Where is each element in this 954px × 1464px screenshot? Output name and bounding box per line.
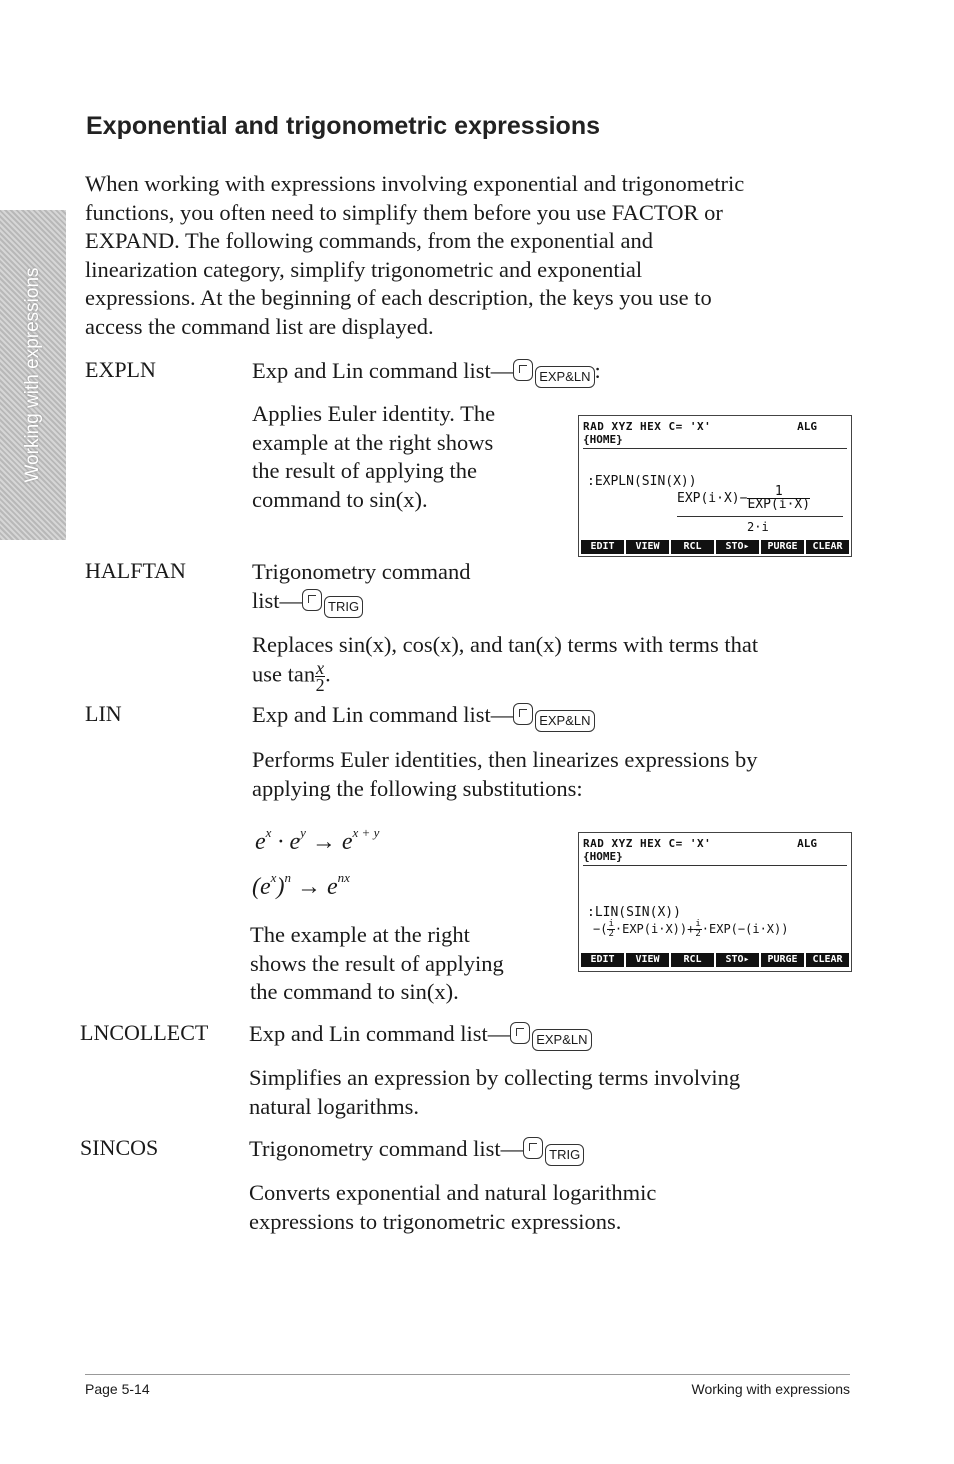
calc-result-num: 1 bbox=[747, 486, 810, 499]
sub1-dot: · bbox=[277, 829, 284, 855]
sincos-list-text: Trigonometry command list— bbox=[249, 1136, 524, 1161]
softkey-purge[interactable]: PURGE bbox=[761, 540, 804, 554]
chapter-side-tab bbox=[0, 210, 66, 540]
lncollect-desc-line: natural logarithms. bbox=[249, 1093, 419, 1119]
calculator-screen-lin bbox=[578, 832, 852, 972]
calc-half-fraction-2 bbox=[694, 920, 701, 939]
exp-ln-key: EXP&LN bbox=[535, 366, 594, 388]
softkey-clear[interactable]: CLEAR bbox=[806, 540, 849, 554]
calc-half-fraction bbox=[607, 920, 614, 939]
lin-command-list bbox=[252, 701, 595, 732]
half-x-num: x bbox=[316, 657, 325, 678]
half-x-den: 2 bbox=[315, 674, 325, 695]
calc-result-fraction bbox=[747, 486, 810, 511]
calc-header-rule bbox=[583, 448, 847, 449]
calc-input-line: :EXPLN(SIN(X)) bbox=[587, 474, 697, 489]
calculator-screen-expln bbox=[578, 415, 852, 557]
calc-result-line bbox=[593, 920, 788, 939]
footer-rule bbox=[85, 1374, 850, 1375]
intro-line: EXPAND. The following commands, from the exponential and bbox=[85, 228, 654, 253]
sub2-exp-n: n bbox=[284, 870, 291, 885]
sub1-exp-b: y bbox=[300, 825, 306, 840]
softkey-edit[interactable]: EDIT bbox=[581, 953, 624, 967]
halftan-desc-suffix: . bbox=[325, 661, 331, 687]
calc-softkey-menu bbox=[581, 953, 849, 967]
sincos-command-list bbox=[249, 1135, 584, 1166]
softkey-rcl[interactable]: RCL bbox=[671, 540, 714, 554]
lin-example-text bbox=[250, 921, 504, 1007]
sub2-exp-nx: nx bbox=[337, 870, 350, 885]
trig-key: TRIG bbox=[545, 1144, 584, 1166]
sub1-arrow: → bbox=[311, 829, 336, 855]
calc-result-prefix: EXP(i·X)− bbox=[677, 491, 748, 506]
chapter-side-tab-label: Working with expressions bbox=[22, 267, 43, 483]
footer-section-title: Working with expressions bbox=[691, 1381, 850, 1397]
lin-example-line: the command to sin(x). bbox=[250, 979, 459, 1004]
calc-half-den: 2 bbox=[608, 929, 614, 939]
sub1-base-b: e bbox=[289, 829, 301, 855]
trig-key: TRIG bbox=[324, 596, 363, 618]
lncollect-desc-line: Simplifies an expression by collecting terms involving bbox=[249, 1065, 741, 1090]
intro-paragraph bbox=[85, 170, 855, 341]
calc-half-num: i bbox=[608, 919, 614, 929]
softkey-edit[interactable]: EDIT bbox=[581, 540, 624, 554]
calc-status-line: RAD XYZ HEX C= 'X' bbox=[583, 420, 712, 433]
softkey-clear[interactable]: CLEAR bbox=[806, 953, 849, 967]
expln-command-list bbox=[252, 357, 601, 388]
calc-softkey-menu bbox=[581, 540, 849, 554]
expln-description bbox=[252, 400, 495, 514]
exp-ln-key: EXP&LN bbox=[535, 710, 594, 732]
calc-half-num-2: i bbox=[695, 919, 701, 929]
calc-result-line bbox=[677, 486, 810, 511]
intro-line: linearization category, simplify trigonometric and exponential bbox=[85, 256, 643, 282]
expln-desc-line: Applies Euler identity. The bbox=[252, 401, 496, 426]
calc-mode: ALG bbox=[797, 837, 817, 850]
term-expln: EXPLN bbox=[85, 357, 156, 382]
calc-result-part-c: ·EXP(−(i·X)) bbox=[701, 922, 789, 936]
calc-fraction-bar bbox=[677, 516, 843, 517]
lin-example-line: The example at the right bbox=[250, 922, 470, 947]
calc-result-part-a: −( bbox=[593, 922, 608, 936]
lncollect-list-text: Exp and Lin command list— bbox=[249, 1021, 511, 1046]
term-lncollect: LNCOLLECT bbox=[80, 1020, 209, 1045]
expln-list-text: Exp and Lin command list— bbox=[252, 358, 514, 383]
page-number: Page 5-14 bbox=[85, 1381, 150, 1397]
halftan-description bbox=[252, 631, 758, 693]
sub2-arrow: → bbox=[296, 874, 321, 900]
calc-result-part-b: ·EXP(i·X))+ bbox=[614, 922, 695, 936]
term-lin: LIN bbox=[85, 701, 122, 726]
halftan-list-line1: Trigonometry command bbox=[252, 559, 471, 584]
right-shift-key-icon bbox=[302, 589, 322, 611]
softkey-rcl[interactable]: RCL bbox=[671, 953, 714, 967]
calc-mode: ALG bbox=[797, 420, 817, 433]
calc-result-den: EXP(i·X) bbox=[747, 497, 811, 512]
half-x-fraction bbox=[315, 657, 325, 695]
softkey-sto[interactable]: STO▸ bbox=[716, 953, 759, 967]
expln-list-suffix: : bbox=[594, 358, 601, 383]
lin-description bbox=[252, 746, 758, 803]
intro-line: expressions. At the beginning of each description, the keys you use to bbox=[85, 285, 712, 310]
softkey-view[interactable]: VIEW bbox=[626, 540, 669, 554]
halftan-command-list bbox=[252, 558, 471, 618]
lin-desc-line: applying the following substitutions: bbox=[252, 775, 583, 801]
sub2-rparen: ) bbox=[276, 874, 285, 900]
softkey-view[interactable]: VIEW bbox=[626, 953, 669, 967]
intro-line: access the command list are displayed. bbox=[85, 313, 434, 339]
calc-status-line: RAD XYZ HEX C= 'X' bbox=[583, 837, 712, 850]
sincos-description bbox=[249, 1179, 656, 1236]
lin-example-line: shows the result of applying bbox=[250, 950, 504, 976]
left-shift-key-icon bbox=[513, 359, 533, 381]
calc-result-denominator: 2·i bbox=[747, 520, 769, 534]
left-shift-key-icon bbox=[510, 1022, 530, 1044]
sub1-base-c: e bbox=[341, 829, 353, 855]
term-halftan: HALFTAN bbox=[85, 558, 186, 583]
sub2-exp-x: x bbox=[270, 870, 277, 885]
lncollect-command-list bbox=[249, 1020, 592, 1051]
sincos-desc-line: Converts exponential and natural logarithmic bbox=[249, 1180, 657, 1205]
expln-desc-line: command to sin(x). bbox=[252, 486, 428, 512]
sub1-exp-c: x + y bbox=[352, 825, 380, 840]
calc-half-den-2: 2 bbox=[695, 929, 701, 939]
calc-input-line: :LIN(SIN(X)) bbox=[587, 905, 681, 920]
calc-directory: {HOME} bbox=[583, 433, 623, 446]
halftan-list-line2: list— bbox=[252, 587, 303, 613]
left-shift-key-icon bbox=[513, 703, 533, 725]
exp-ln-key: EXP&LN bbox=[532, 1029, 591, 1051]
expln-desc-line: the result of applying the bbox=[252, 458, 477, 483]
sincos-desc-line: expressions to trigonometric expressions. bbox=[249, 1208, 622, 1234]
sub2-rhs: e bbox=[326, 874, 338, 900]
right-shift-key-icon bbox=[523, 1137, 543, 1159]
section-heading: Exponential and trigonometric expressions bbox=[86, 112, 601, 140]
intro-line: When working with expressions involving exponential and trigonometric bbox=[85, 171, 745, 196]
halftan-desc-line1: Replaces sin(x), cos(x), and tan(x) terms with terms that bbox=[252, 632, 759, 657]
halftan-desc-prefix: use tan bbox=[252, 661, 316, 687]
lin-desc-line: Performs Euler identities, then linearizes expressions by bbox=[252, 747, 758, 772]
softkey-purge[interactable]: PURGE bbox=[761, 953, 804, 967]
expln-desc-line: example at the right shows bbox=[252, 429, 494, 455]
lin-list-text: Exp and Lin command list— bbox=[252, 702, 514, 727]
term-sincos: SINCOS bbox=[80, 1135, 159, 1160]
substitution-rule-1 bbox=[255, 825, 379, 856]
sub1-exp-a: x bbox=[265, 825, 272, 840]
substitution-rule-2 bbox=[252, 870, 350, 901]
intro-line: functions, you often need to simplify them before you use FACTOR or bbox=[85, 199, 723, 225]
sub2-lhs: (e bbox=[252, 874, 271, 900]
softkey-sto[interactable]: STO▸ bbox=[716, 540, 759, 554]
calc-header-rule bbox=[583, 865, 847, 866]
lncollect-description bbox=[249, 1064, 740, 1121]
sub1-base-a: e bbox=[255, 829, 266, 855]
calc-directory: {HOME} bbox=[583, 850, 623, 863]
